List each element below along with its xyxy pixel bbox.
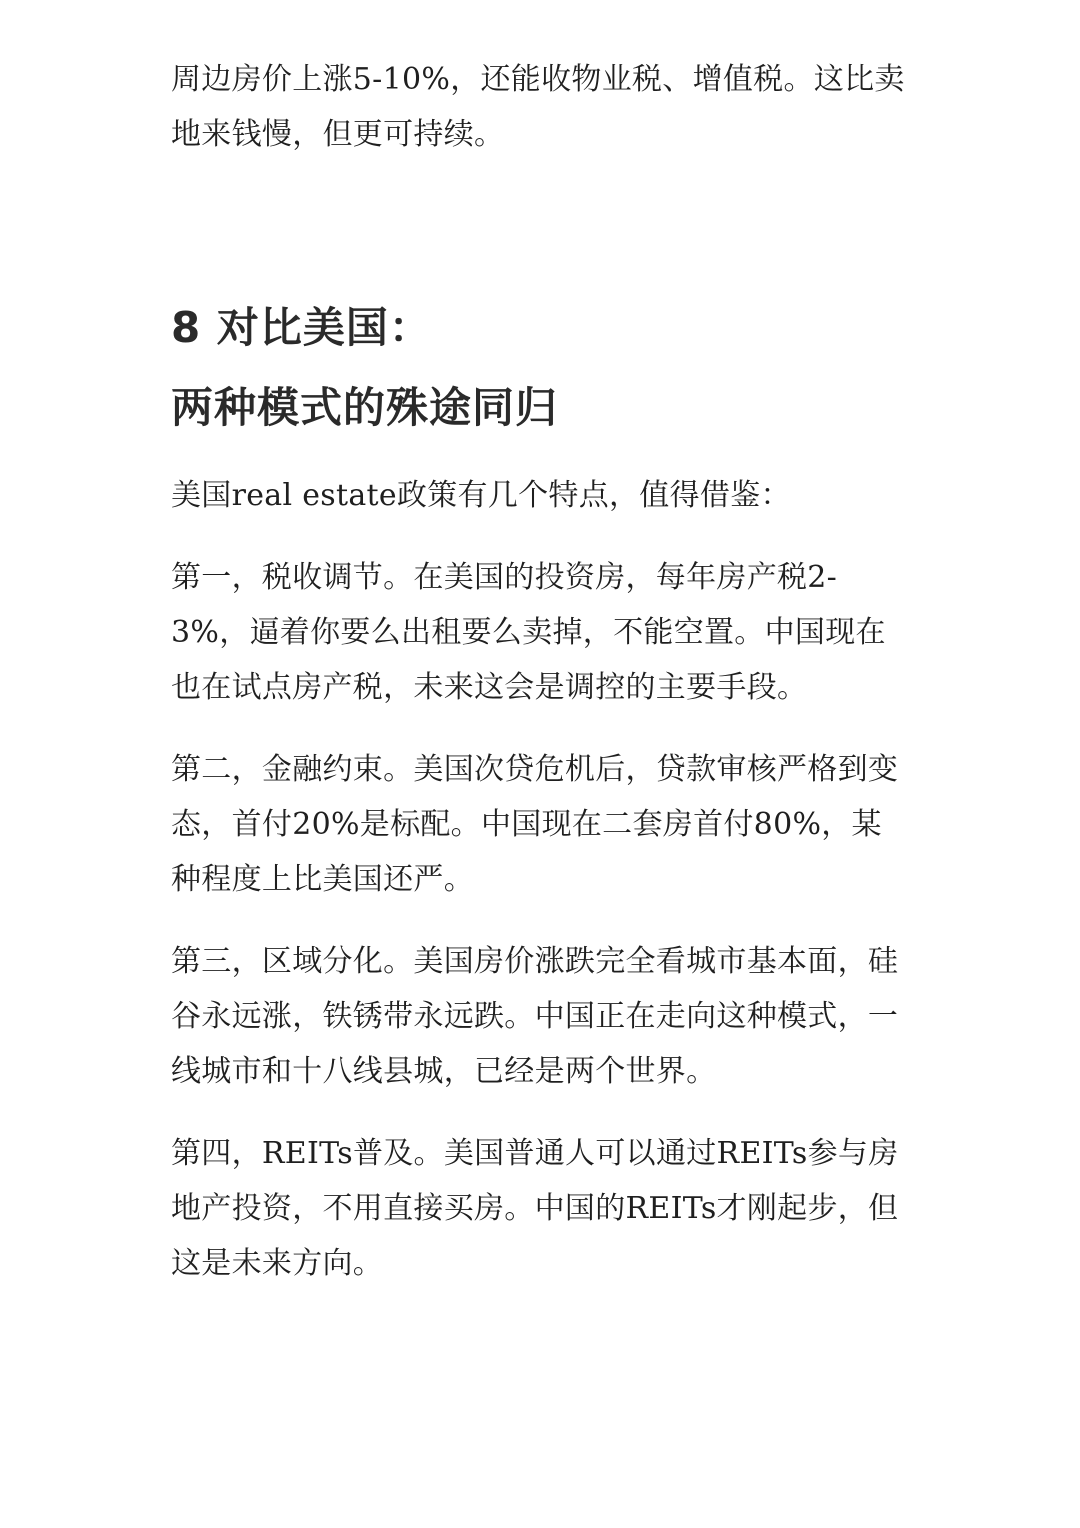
point-paragraph-2: 第二，金融约束。美国次贷危机后，贷款审核严格到变态，首付20%是标配。中国现在二套房首付80%，某种程度上比美国还严。: [171, 752, 899, 897]
article-body: [171, 52, 911, 1318]
point-paragraph-3: 第三，区域分化。美国房价涨跌完全看城市基本面，硅谷永远涨，铁锈带永远跌。中国正在走向这种模式，一线城市和十八线县城，已经是两个世界。: [171, 944, 899, 1089]
point-paragraph-4: 第四，REITs普及。美国普通人可以通过REITs参与房地产投资，不用直接买房。中国的REITs才刚起步，但这是未来方向。: [171, 1136, 899, 1281]
section-heading-line-1: 8 对比美国：: [171, 303, 432, 352]
section-heading-line-2: 两种模式的殊途同归: [171, 383, 559, 432]
point-paragraph-1: 第一，税收调节。在美国的投资房，每年房产税2-3%，逼着你要么出租要么卖掉，不能空置。中国现在也在试点房产税，未来这会是调控的主要手段。: [171, 560, 886, 705]
intro-continuation-paragraph: 周边房价上涨5-10%，还能收物业税、增值税。这比卖地来钱慢，但更可持续。: [171, 62, 905, 152]
section-lead-paragraph: 美国real estate政策有几个特点，值得借鉴：: [171, 478, 791, 513]
